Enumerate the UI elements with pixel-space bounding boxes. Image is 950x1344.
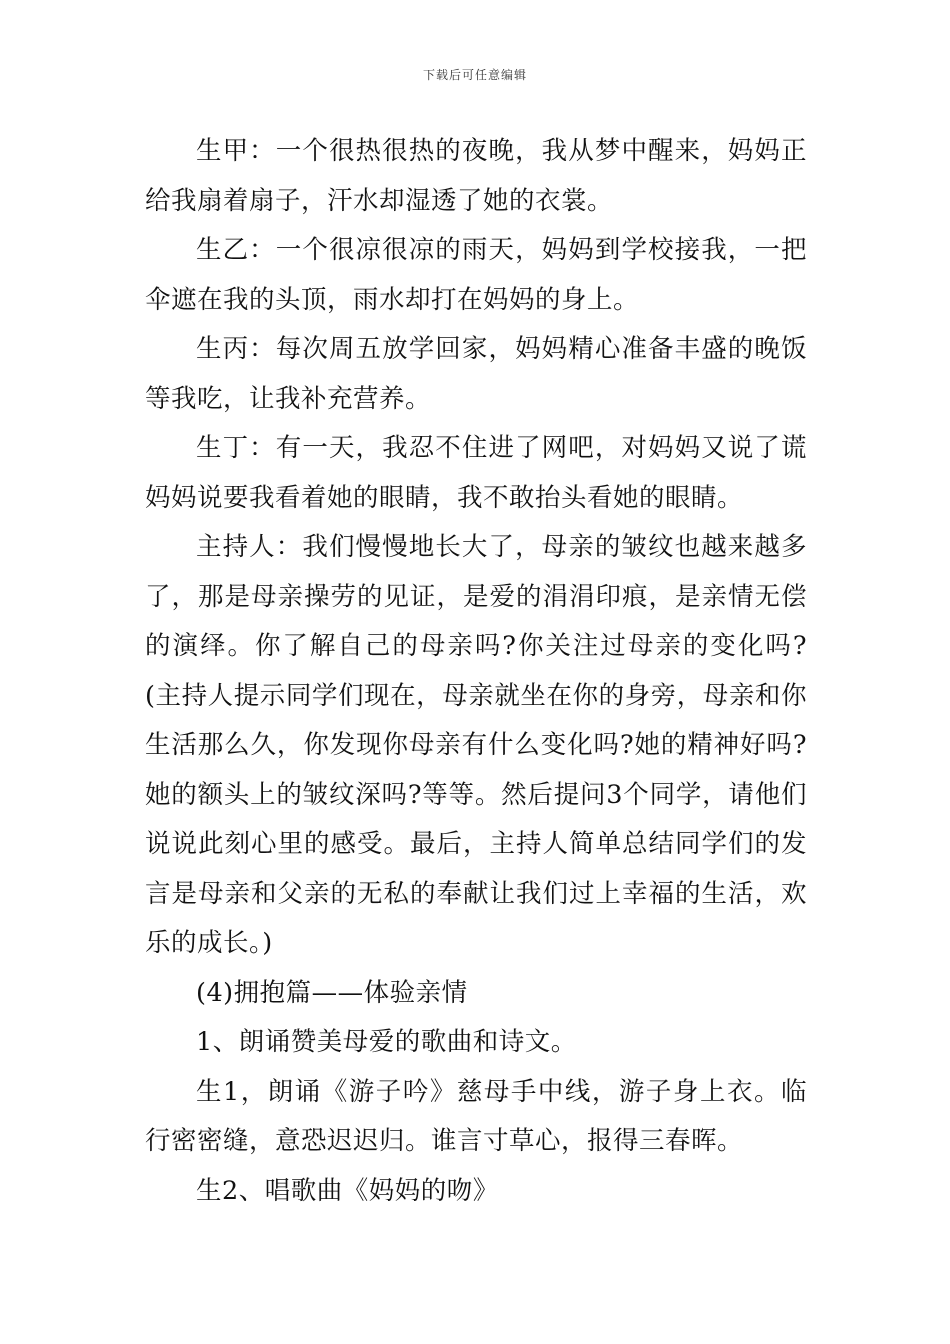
header-note: 下载后可任意编辑 [422,68,527,82]
paragraph-student-c: 生丙：每次周五放学回家，妈妈精心准备丰盛的晚饭等我吃，让我补充营养。 [145,334,807,414]
paragraph-host: 主持人：我们慢慢地长大了，母亲的皱纹也越来越多了，那是母亲操劳的见证，是爱的涓涓印痕，是亲情无偿的演绎。你了解自己的母亲吗?你关注过母亲的变化吗?(主持人提示同学们现在，母亲就坐在你的身旁，母亲和你生活那么久，你发现你母亲有什么变化吗?她的精神好吗?她的额头上的皱纹深吗?等等。然后提问3个同学，请他们说说此刻心里的感受。最后，主持人简单总结同学们的发言是母亲和父亲的无私的奉献让我们过上幸福的生活，欢乐的成长。) [145,532,807,958]
list-item-recitation: 1、朗诵赞美母爱的歌曲和诗文。 [196,1027,577,1057]
document-body [145,127,807,1216]
paragraph-student-1-poem: 生1，朗诵《游子吟》慈母手中线，游子身上衣。临行密密缝，意恐迟迟归。谁言寸草心，报得三春晖。 [145,1076,807,1156]
paragraph-student-d: 生丁：有一天，我忍不住进了网吧，对妈妈又说了谎妈妈说要我看着她的眼睛，我不敢抬头看她的眼睛。 [145,433,807,513]
paragraph-student-a: 生甲：一个很热很热的夜晚，我从梦中醒来，妈妈正给我扇着扇子，汗水却湿透了她的衣裳。 [145,136,807,216]
paragraph-student-2-song: 生2、唱歌曲《妈妈的吻》 [196,1175,499,1206]
section-heading-embrace: (4)拥抱篇——体验亲情 [196,977,468,1008]
paragraph-student-b: 生乙：一个很凉很凉的雨天，妈妈到学校接我，一把伞遮在我的头顶，雨水却打在妈妈的身上。 [145,235,807,315]
